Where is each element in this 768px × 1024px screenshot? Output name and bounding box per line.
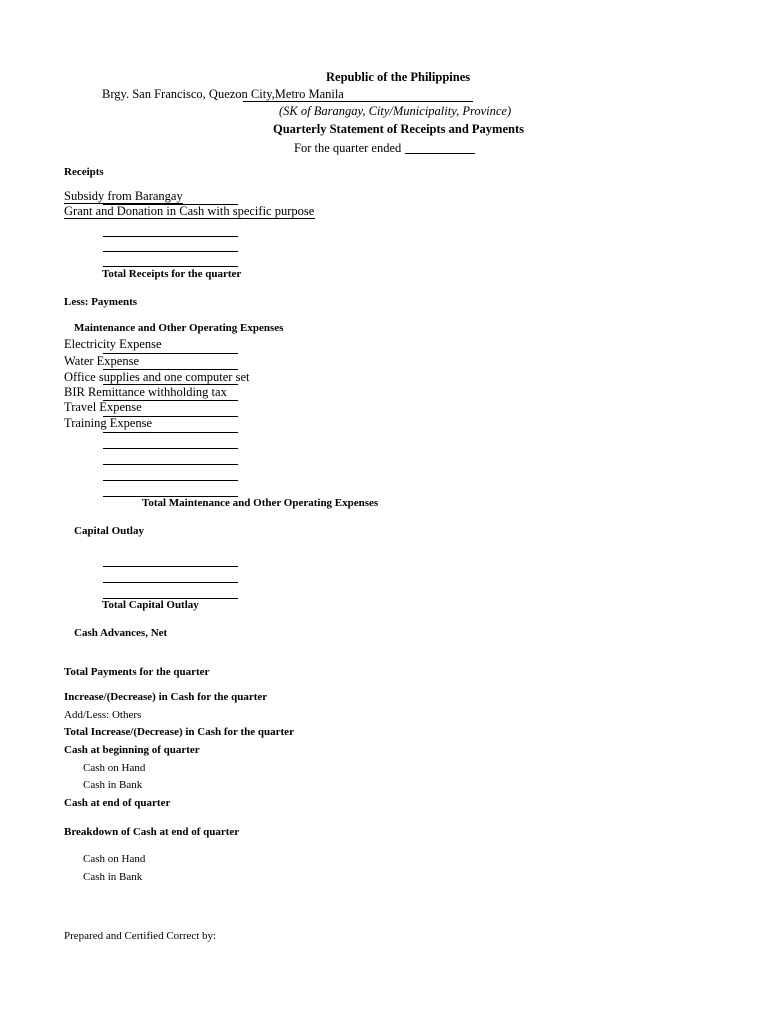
mooe-heading: Maintenance and Other Operating Expenses (74, 322, 284, 334)
quarter-ended-label: For the quarter ended (294, 141, 402, 155)
breakdown-heading: Breakdown of Cash at end of quarter (64, 826, 240, 838)
receipt-amount-line (103, 236, 238, 237)
total-payments-label: Total Payments for the quarter (64, 666, 210, 678)
breakdown-cash-in-bank: Cash in Bank (83, 871, 143, 883)
cash-end-label: Cash at end of quarter (64, 797, 171, 809)
address-line: Brgy. San Francisco, Quezon City,Metro Manila (102, 87, 344, 101)
receipt-amount-line (103, 266, 238, 267)
add-less-label: Add/Less: Others (64, 709, 142, 721)
expense-amount-line (103, 480, 238, 481)
receipt-item-grant: Grant and Donation in Cash with specific purpose (64, 204, 315, 218)
cash-in-bank-label: Cash in Bank (83, 779, 143, 791)
expense-item-office-supplies: Office supplies and one computer set (64, 370, 250, 384)
receipt-item-underline (64, 218, 315, 219)
expense-amount-line (103, 448, 238, 449)
statement-title: Quarterly Statement of Receipts and Payments (273, 122, 524, 136)
prepared-by-label: Prepared and Certified Correct by: (64, 930, 217, 942)
receipt-amount-line (103, 251, 238, 252)
total-receipts-label: Total Receipts for the quarter (102, 268, 242, 280)
expense-item-bir: BIR Remittance withholding tax (64, 385, 227, 399)
expense-amount-line (103, 464, 238, 465)
increase-label: Increase/(Decrease) in Cash for the quarter (64, 691, 268, 703)
receipts-heading: Receipts (64, 166, 104, 178)
cash-advances-label: Cash Advances, Net (74, 627, 168, 639)
address-underline (243, 101, 473, 102)
expense-item-electricity: Electricity Expense (64, 337, 162, 351)
capital-amount-line (103, 566, 238, 567)
expense-item-travel: Travel Expense (64, 400, 142, 414)
republic-heading: Republic of the Philippines (326, 70, 471, 84)
payments-heading: Less: Payments (64, 296, 138, 308)
receipt-item-subsidy: Subsidy from Barangay (64, 189, 183, 203)
total-capital-label: Total Capital Outlay (102, 599, 199, 611)
cash-beginning-label: Cash at beginning of quarter (64, 744, 200, 756)
breakdown-cash-on-hand: Cash on Hand (83, 853, 146, 865)
sk-label: (SK of Barangay, City/Municipality, Province) (279, 104, 512, 118)
expense-item-water: Water Expense (64, 354, 139, 368)
cash-on-hand-label: Cash on Hand (83, 762, 146, 774)
expense-amount-line (103, 432, 238, 433)
quarter-ended-underline (405, 153, 475, 154)
capital-outlay-heading: Capital Outlay (74, 525, 144, 537)
expense-item-training: Training Expense (64, 416, 153, 430)
total-increase-label: Total Increase/(Decrease) in Cash for the quarter (64, 726, 294, 738)
total-mooe-label: Total Maintenance and Other Operating Expenses (142, 497, 379, 509)
capital-amount-line (103, 582, 238, 583)
